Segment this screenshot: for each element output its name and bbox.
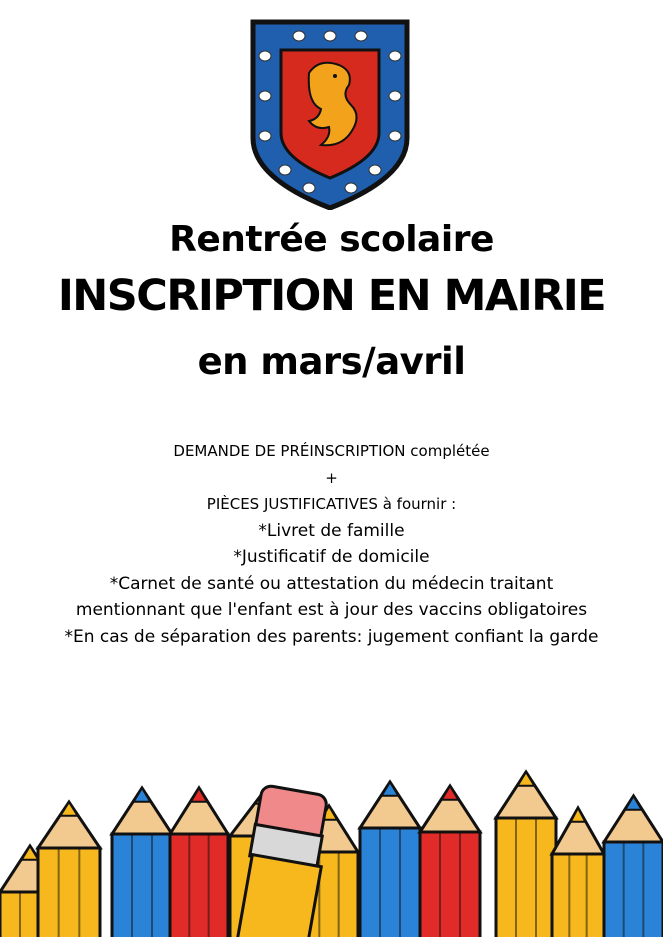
plus-line: + [325, 468, 338, 487]
coat-of-arms-icon [249, 18, 411, 210]
documents-heading: PIÈCES JUSTIFICATIVES à fournir : [206, 495, 457, 513]
colored-pencils-icon [0, 766, 663, 937]
headline-inscription: INSCRIPTION EN MAIRIE [57, 271, 606, 321]
preinscription-line: DEMANDE DE PRÉINSCRIPTION complétée [173, 442, 490, 460]
document-item: *Carnet de santé ou attestation du médecin traitant [109, 573, 554, 594]
requirements-block [0, 438, 663, 650]
document-item: *En cas de séparation des parents: jugement confiant la garde [64, 626, 599, 647]
headline-period: en mars/avril [197, 340, 466, 383]
document-item: mentionnant que l'enfant est à jour des vaccins obligatoires [75, 600, 588, 620]
headline-rentree: Rentrée scolaire [169, 219, 494, 260]
document-item: *Livret de famille [258, 520, 405, 541]
document-item: *Justificatif de domicile [233, 547, 430, 567]
